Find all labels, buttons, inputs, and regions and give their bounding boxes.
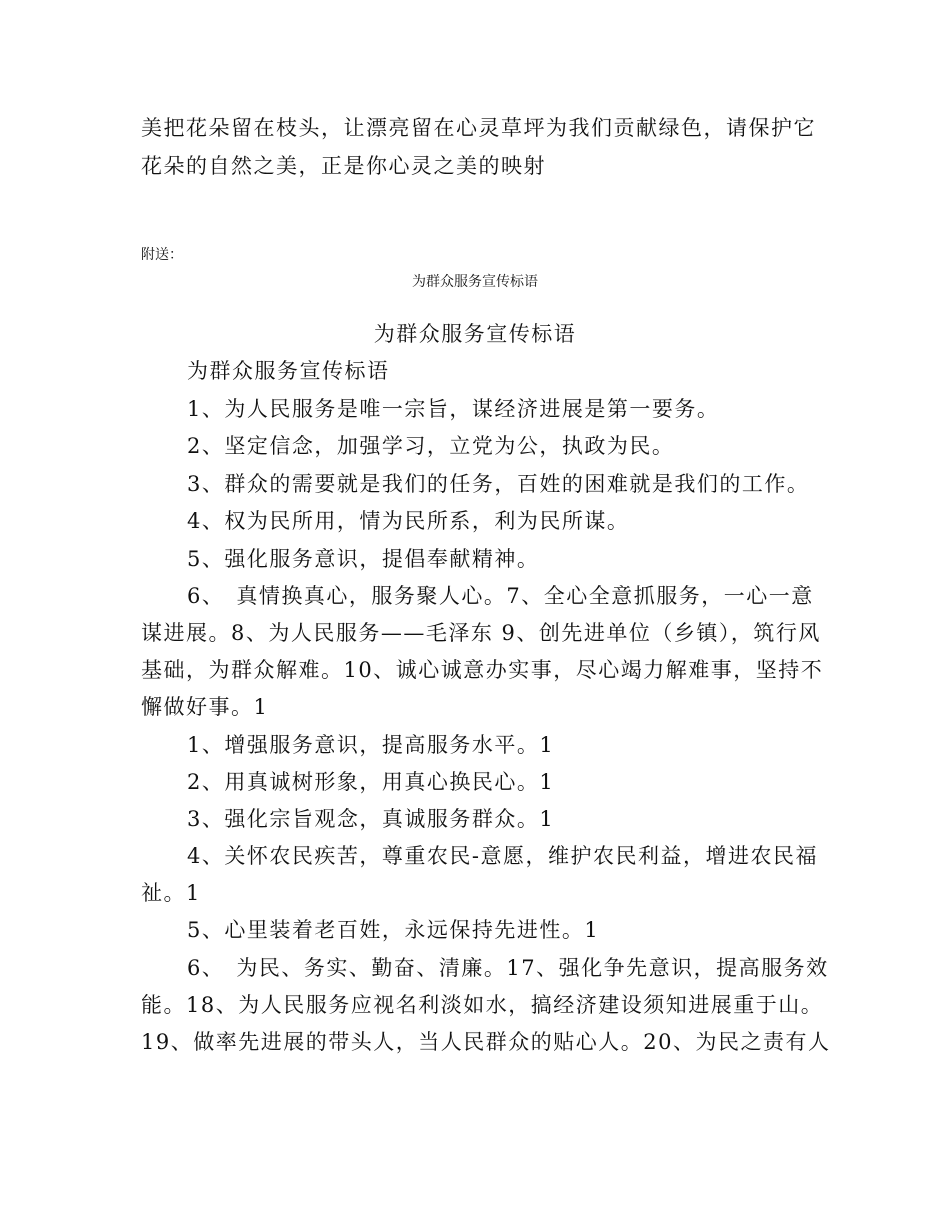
slogan-line: 2、用真诚树形象，用真心换民心。1 (187, 770, 555, 794)
slogan-line: 3、群众的需要就是我们的任务，百姓的困难就是我们的工作。 (187, 472, 810, 496)
slogan-line: 6、 真情换真心，服务聚人心。7、全心全意抓服务，一心一意 (187, 584, 814, 608)
intro-line-1: 美把花朵留在枝头，让漂亮留在心灵草坪为我们贡献绿色，请保护它 (141, 116, 816, 140)
slogan-line: 谋进展。8、为人民服务——毛泽东 9、创先进单位（乡镇），筑行风 (141, 621, 821, 645)
appendix-label: 附送： (141, 247, 183, 263)
slogan-line: 4、权为民所用，情为民所系，利为民所谋。 (187, 509, 630, 533)
intro-line-2: 花朵的自然之美，正是你心灵之美的映射 (141, 154, 546, 178)
slogan-line: 2、坚定信念，加强学习，立党为公，执政为民。 (187, 434, 675, 458)
document-title: 为群众服务宣传标语 (373, 322, 577, 346)
slogan-line: 祉。1 (141, 881, 201, 905)
document-subtitle: 为群众服务宣传标语 (412, 274, 538, 290)
slogan-line: 1、增强服务意识，提高服务水平。1 (187, 733, 555, 757)
slogan-line: 懈做好事。1 (141, 695, 269, 719)
slogan-line: 5、强化服务意识，提倡奉献精神。 (187, 547, 540, 571)
slogan-heading: 为群众服务宣传标语 (187, 359, 390, 383)
slogan-line: 5、心里装着老百姓，永远保持先进性。1 (187, 918, 600, 942)
slogan-line: 4、关怀农民疾苦，尊重农民-意愿，维护农民利益，增进农民福 (187, 844, 818, 868)
slogan-line: 3、强化宗旨观念，真诚服务群众。1 (187, 807, 555, 831)
slogan-line: 基础，为群众解难。10、诚心诚意办实事，尽心竭力解难事，坚持不 (141, 658, 824, 682)
slogan-line: 6、 为民、务实、勤奋、清廉。17、强化争先意识，提高服务效 (187, 956, 829, 980)
slogan-line: 1、为人民服务是唯一宗旨，谋经济进展是第一要务。 (187, 397, 720, 421)
slogan-line: 19、做率先进展的带头人，当人民群众的贴心人。20、为民之责有人 (141, 1030, 831, 1054)
slogan-line: 能。18、为人民服务应视名利淡如水，搞经济建设须知进展重于山。 (141, 993, 824, 1017)
